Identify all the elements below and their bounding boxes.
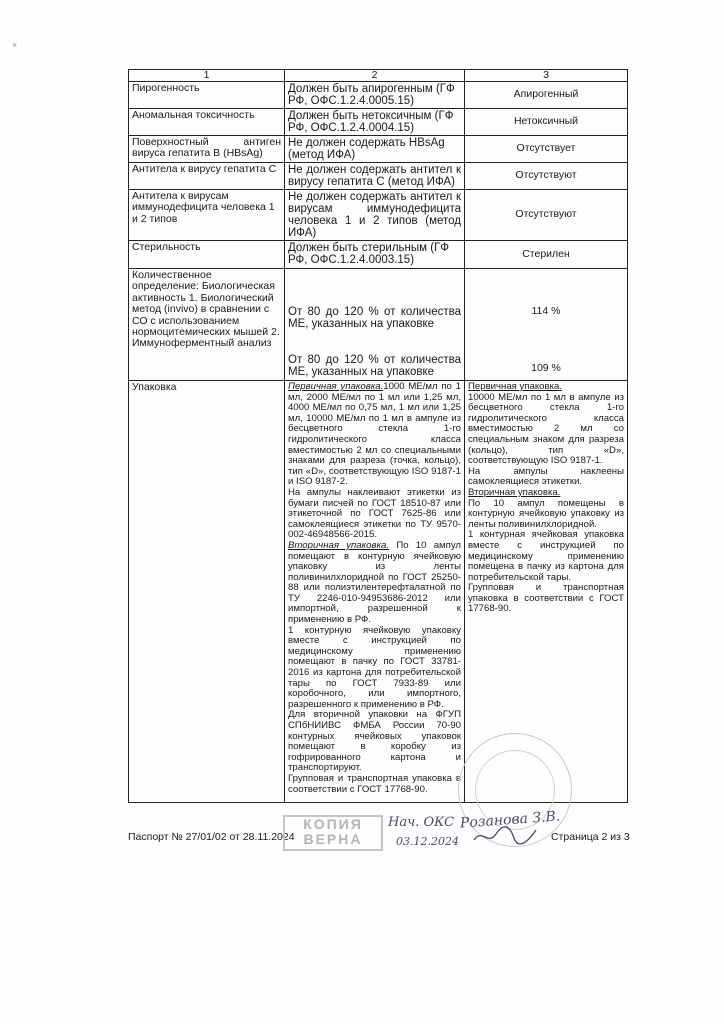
table-row-packaging [129,381,628,803]
row-requirement [285,269,465,381]
row-requirement: Должен быть нетоксичным (ГФ РФ, ОФС.1.2.4.0004.15) [285,109,465,136]
primary-text: 1000 МЕ/мл по 1 мл, 2000 МЕ/мл по 1 мл или 1,25 мл, 4000 МЕ/мл по 0,75 мл, 1 мл или 1,25 мл, 10000 МЕ/мл по 1 мл в ампуле из бесцветного стекла 1-го гидролитического класса вместимостью 2 мл со специальными знаками для разреза (точка, кольцо), тип «D», соответствующую ISO 9187-1 и ISO 9187-2. [288,381,461,488]
column-header: 1 [129,70,285,82]
contour-text: 1 контурную ячейковую упаковку вместе с инструкцией по медицинскому применению помещают в пачку по ГОСТ 33781-2016 из картона для потребительской тары по ГОСТ 7933-89 или коробочного, или импортного, разрешенного к применению в РФ. [288,624,461,710]
secondary-text: По 10 ампул помещают в контурную ячейковую упаковку из ленты поливинилхлоридной по ГОСТ 25250-88 или полиэтилентерефталатной по ТУ 2246-010-94953686-2012 или импортной, разрешенной к применению в РФ. [288,539,462,626]
column-header: 3 [465,70,628,82]
table-row [129,163,628,190]
secondary-label: Вторичная упаковка. [468,486,561,498]
row-name: Количественное определение: Биологическая активность 1. Биологический метод (invivo) в сравнении с СО с использованием нормоцитемических мышей 2. Иммуноферментный анализ [129,269,285,381]
labels-text: На ампулы наклеены самоклеящиеся этикетки. [468,465,624,488]
stamp-line-1: КОПИЯ [303,816,363,832]
group-text: Групповая и транспортная упаковка в соответствии с ГОСТ 17768-90. [468,582,624,615]
secondary-label: Вторичная упаковка. [288,539,390,551]
stamp-line-2: ВЕРНА [303,831,363,847]
copy-certified-stamp [283,815,383,851]
scan-mark: × [12,40,18,50]
table-row [129,136,628,163]
row-result: Нетоксичный [465,109,628,136]
primary-label: Первичная упаковка. [468,381,562,392]
row-result [465,269,628,381]
specification-table [128,69,628,803]
row-result: Стерилен [465,241,628,269]
passport-number: Паспорт № 27/01/02 от 28.11.2024 [128,831,295,843]
packaging-requirement [285,381,465,803]
row-name: Поверхностный антиген вируса гепатита В (HBsAg) [129,136,285,163]
result-biological: 114 % [531,305,561,317]
handwritten-name: Розанова З.В. [459,808,561,832]
row-name: Пирогенность [129,82,285,109]
table-row-quantitative [129,269,628,381]
row-requirement: Не должен содержать антител к вирусу гепатита С (метод ИФА) [285,163,465,190]
table-row [129,241,628,269]
row-requirement: Должен быть апирогенным (ГФ РФ, ОФС.1.2.4.0005.15) [285,82,465,109]
result-elisa: 109 % [531,362,561,375]
column-header: 2 [285,70,465,82]
contour-text: 1 контурная ячейковая упаковка вместе с инструкцией по медицинскому применению помещена в пачку из картона для потребительской тары. [468,529,624,583]
secondary-text: По 10 ампул помещены в контурную ячейковую упаковку из ленты поливинилхлоридной. [468,497,624,530]
row-name: Стерильность [129,241,285,269]
table-row [129,82,628,109]
row-result: Отсутствуют [465,190,628,241]
fgup-text: Для вторичной упаковки на ФГУП СПбНИИВС ФМБА России 70-90 контурных ячейковых упаковок помещают в коробку из гофрированного картона и транспортируют. [288,709,461,774]
requirement-biological: От 80 до 120 % от количества МЕ, указанных на упаковке [288,306,461,330]
row-requirement: Не должен содержать HBsAg (метод ИФА) [285,136,465,163]
handwritten-date: 03.12.2024 [396,835,459,848]
row-result: Отсутствуют [465,163,628,190]
row-name: Аномальная токсичность [129,109,285,136]
page-number: Страница 2 из 3 [551,831,630,843]
primary-label: Первичная упаковка. [288,381,384,392]
row-result: Апирогенный [465,82,628,109]
handwritten-title: Нач. ОКС [388,815,455,830]
group-text: Групповая и транспортная упаковка в соответствии с ГОСТ 17768-90. [288,772,461,795]
row-name: Упаковка [129,381,285,803]
labels-text: На ампулы наклеивают этикетки из бумаги писчей по ГОСТ 18510-87 или этикеточной по ГОСТ 7625-86 или самоклеящиеся этикетки по ТУ 9570-002-46948566-2015. [288,486,461,541]
row-name: Антитела к вирусам иммунодефицита человека 1 и 2 типов [129,190,285,241]
row-result: Отсутствует [465,136,628,163]
requirement-elisa: От 80 до 120 % от количества МЕ, указанных на упаковке [288,354,461,378]
table-row [129,109,628,136]
row-name: Антитела к вирусу гепатита С [129,163,285,190]
primary-text: 10000 МЕ/мл по 1 мл в ампуле из бесцветного стекла 1-го гидролитического класса вместимостью 2 мл со специальным знаком для разреза (кольцо), тип «D», соответствующую ISO 9187-1. [468,391,624,467]
header-row [129,70,628,82]
table-row [129,190,628,241]
signature-icon [470,822,540,848]
row-requirement: Должен быть стерильным (ГФ РФ, ОФС.1.2.4.0003.15) [285,241,465,269]
row-requirement: Не должен содержать антител к вирусам иммунодефицита человека 1 и 2 типов (метод ИФА) [285,190,465,241]
